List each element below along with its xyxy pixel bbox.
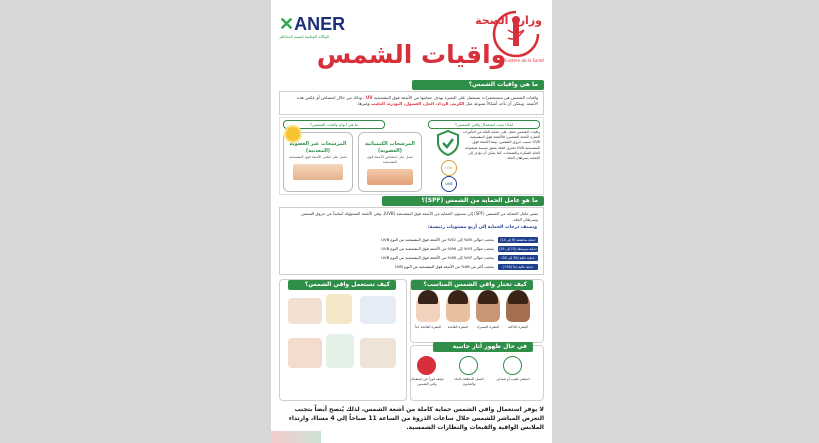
- section-spf-text: يشير عامل الحماية من الشمس (SPF) إلى مستوى الحماية من الأشعة فوق البنفسجية (UVB)، وهي الأشعة المسؤولة أساساً عن حروق الشمس وسرطان الجلد.: [300, 211, 538, 222]
- ministry-subtitle: Ministère de la Santé: [501, 58, 544, 63]
- how-illustration-4: [288, 338, 322, 368]
- uva-badge-icon: UVA: [441, 160, 457, 176]
- section-side-heading: في حال ظهور آثار جانبية: [433, 342, 533, 352]
- footer-note: لا يوفر استعمال واقي الشمس حماية كاملة من أشعة الشمس، لذلك يُنصح أيضاً بتجنب التعرض المباشر للشمس خلال ساعات الذروة من الساعة 11 صباحاً إلى 4 مساءً، وارتداء الملابس الواقية والقبعات والنظارات الشمسية.: [288, 406, 544, 431]
- face-tan: [476, 292, 500, 322]
- aner-logo-text: ANER: [294, 14, 346, 34]
- spf-level-row: [288, 263, 538, 270]
- face-label: البشرة الفاتحة: [447, 325, 469, 329]
- face-fair: [446, 292, 470, 322]
- how-illustration-1: [288, 298, 322, 324]
- section-what-box: [279, 91, 544, 115]
- section-how-box: [279, 279, 407, 401]
- poster: [271, 0, 552, 443]
- doctor-icon: [503, 356, 522, 375]
- spf-level-label: حماية عالية جداً (50+): [498, 264, 538, 270]
- aner-subtitle: الوكالة الوطنية لتقييم المخاطر: [279, 34, 330, 39]
- side-step-label: اغسل المنطقة بالماء والصابون: [454, 377, 484, 386]
- spf-level-row: [288, 245, 538, 252]
- footer-decoration: [271, 431, 321, 443]
- skin-reflect-illustration: [293, 164, 343, 180]
- spf-level-label: حماية عالية (30 إلى 50): [498, 255, 538, 261]
- spf-level-text: يحجب حوالي 85% إلى 92% من الأشعة فوق البنفسجية من النوع UVB: [381, 237, 494, 242]
- face-label: البشرة السمراء: [476, 325, 500, 329]
- header: [271, 0, 552, 84]
- side-step-label: توقف فوراً عن استعمال واقي الشمس: [410, 377, 444, 386]
- uvb-badge-icon: UVB: [441, 176, 457, 192]
- section-spf-heading: ما هو عامل الحماية من الشمس (SPF)؟: [382, 196, 544, 206]
- aner-x-mark: ✕: [279, 14, 295, 34]
- how-illustration-3: [360, 296, 396, 324]
- spf-level-text: يحجب حوالي 93% إلى 96% من الأشعة فوق البنفسجية من النوع UVB: [381, 246, 494, 251]
- how-illustration-6: [360, 338, 396, 368]
- chemical-filter-desc: تعمل على امتصاص الأشعة فوق البنفسجية: [367, 155, 413, 164]
- face-dark: [506, 292, 530, 322]
- ministry-name: وزارة الصحة: [475, 14, 542, 27]
- how-illustration-5: [326, 334, 354, 368]
- how-illustration-2: [326, 294, 352, 324]
- spf-level-row: [288, 254, 538, 261]
- spf-level-label: حماية متوسطة (15 إلى 29): [499, 246, 537, 251]
- section-what-heading: ما هي واقيات الشمس؟: [412, 80, 544, 90]
- section-why-tab: لماذا يجب استعمال واقي الشمس؟: [428, 120, 540, 129]
- face-label: البشرة الفاتحة جداً: [414, 325, 442, 329]
- face-very-fair: [416, 292, 440, 322]
- sun-icon: [286, 127, 300, 141]
- mineral-filter-title: المرشحات غير العضوية (المعدنية): [289, 141, 347, 154]
- spf-level-label: حماية منخفضة (6 إلى 14): [498, 237, 538, 243]
- section-choose-heading: كيف تختار واقي الشمس المناسب؟: [411, 280, 533, 290]
- face-label: البشرة الداكنة: [508, 325, 528, 329]
- section-types-tab: ما هي أنواع واقيات الشمس؟: [283, 120, 385, 129]
- page-title: واقيات الشمس: [316, 40, 507, 69]
- section-how-heading: كيف تستعمل واقي الشمس؟: [288, 280, 396, 290]
- chemical-filter-title: المرشحات الكيميائية (العضوية): [365, 141, 415, 154]
- mineral-filter-desc: تعمل على عكس الأشعة فوق البنفسجية: [289, 155, 347, 159]
- spf-level-text: يحجب أكثر من 98% من الأشعة فوق البنفسجية من النوع UVB: [394, 264, 494, 269]
- aner-logo: [279, 14, 345, 35]
- section-what-text: واقيات الشمس هي مستحضرات تستعمل على البشرة بهدف حمايتها من الأشعة فوق البنفسجية UV ، وذلك من خلال امتصاص أو عكس هذه الأشعة. ويمكن أن تأخذ أشكالاً متنوعة مثل الكريم، الرذاذ، الجل، الغسول، البودرة، الحليب وغيرها.: [297, 95, 538, 106]
- side-step-label: استشر طبيب أو صيدلي: [496, 377, 530, 381]
- spf-levels-heading: وتصنف درجات الحماية إلى أربع مستويات رئيسية:: [427, 225, 537, 230]
- mineral-filter-card: [283, 132, 353, 192]
- spf-level-text: يحجب حوالي 97% إلى 98% من الأشعة فوق البنفسجية من النوع UVB: [381, 255, 494, 260]
- shield-check-icon: [436, 130, 460, 156]
- section-why-text: واقيات الشمس تعمل على حماية الجلد من التأثيرات الضارة لأشعة الشمس؛ فالأشعة فوق البنفسجية UVB تسبب حروق الشمس، بينما الأشعة فوق البنفسجية UVA تخترق الجلد بعمق مسببة شيخوخة الجلد المبكرة والتصبغات، كما يمكن أن تؤدي إلى الإصابة بسرطان الجلد.: [462, 130, 540, 161]
- wash-hands-icon: [459, 356, 478, 375]
- chemical-filter-card: [358, 132, 422, 192]
- stop-sunscreen-icon: [417, 356, 436, 375]
- spf-level-row: [288, 236, 538, 243]
- skin-layer-illustration: [367, 169, 413, 185]
